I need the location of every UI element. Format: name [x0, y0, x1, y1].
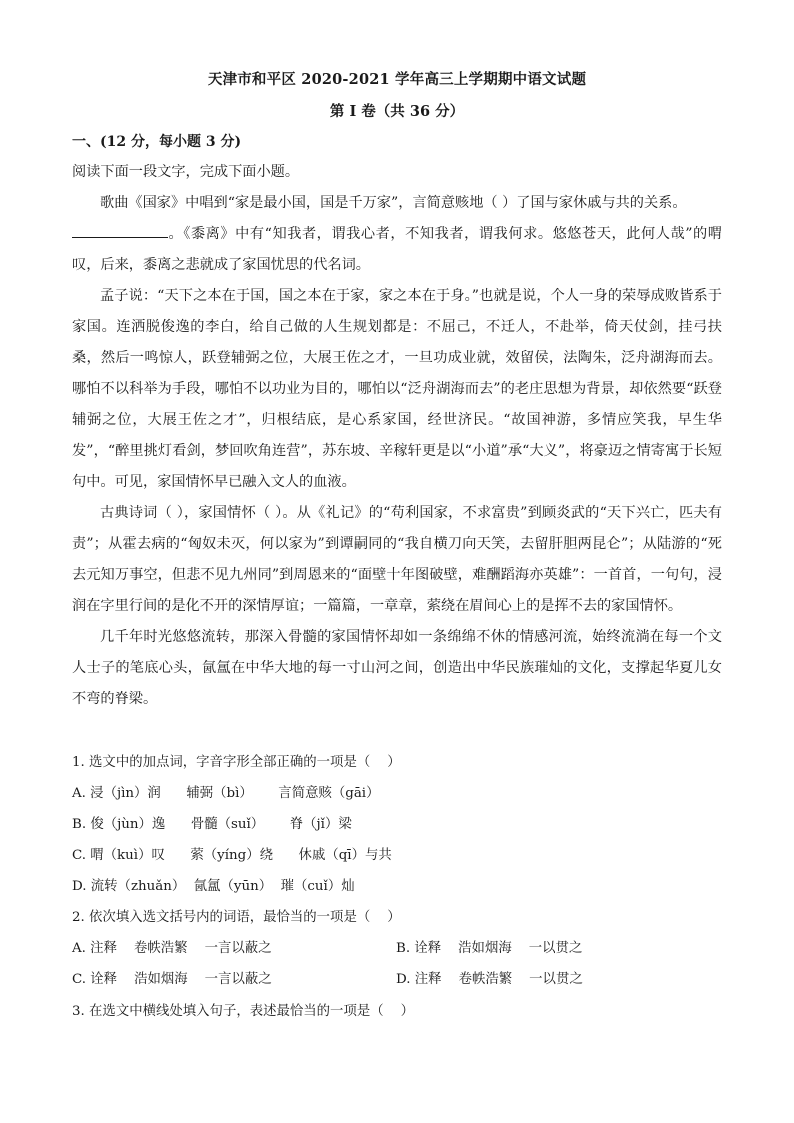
volume-heading: 第 I 卷（共 36 分）: [329, 103, 465, 120]
question-2-option-a: A. 注释 卷帙浩繁 一言以蔽之: [72, 941, 272, 956]
passage-paragraph-3: 孟子说：“天下之本在于国，国之本在于家，家之本在于身。”也就是说，个人一身的荣辱成败皆系于家国。连洒脱俊逸的李白，给自己做的人生规划都是：不屈己，不迁人，不赴举，倚天仗剑，挂弓扶桑，然后一鸣惊人，跃登辅弼之位，大展王佐之才，一旦功成业就，效留侯，法陶朱，泛舟湖海而去。哪怕不以科举为手段，哪怕不以功业为目的，哪怕以“泛舟湖海而去”的老庄思想为背景，却依然要“跃登辅弼之位，大展王佐之才”，归根结底，是心系家国，经世济民。“故国神游，多情应笑我，早生华发”，“醉里挑灯看剑，梦回吹角连营”，苏东坡、辛稼轩更是以“小道”承“大义”，将豪迈之情寄寓于长短句中。可见，家国情怀早已融入文人的血液。: [72, 288, 722, 490]
question-2-option-d: D. 注释 卷帙浩繁 一以贯之: [396, 972, 583, 987]
question-3-stem: 3. 在选文中横线处填入句子，表述最恰当的一项是（ ）: [72, 1004, 415, 1019]
passage-paragraph-2-text: 。《黍离》中有“知我者，谓我心者，不知我者，谓我何求。悠悠苍天，此何人哉”的喟叹，后来，黍离之悲就成了家国忧思的代名词。: [72, 226, 722, 273]
passage-paragraph-5: 几千年时光悠悠流转，那深入骨髓的家国情怀却如一条绵绵不休的情感河流，始终流淌在每一个文人士子的笔底心头，氤氲在中华大地的每一寸山河之间，创造出中华民族璀灿的文化，支撑起华夏儿女不弯的脊梁。: [72, 629, 722, 707]
passage-intro: 阅读下面一段文字，完成下面小题。: [72, 164, 300, 180]
passage-paragraph-2: [72, 219, 722, 281]
question-2-stem: 2. 依次填入选文括号内的词语，最恰当的一项是（ ）: [72, 910, 401, 925]
question-1-option-c: C. 喟（kuì）叹 萦（yíng）绕 休戚（qī）与共: [72, 848, 392, 863]
passage-paragraph-4: 古典诗词（ ），家国情怀（ ）。从《礼记》的“苟利国家，不求富贵”到顾炎武的“天下兴亡，匹夫有责”；从霍去病的“匈奴未灭，何以家为”到谭嗣同的“我自横刀向天笑，去留肝胆两昆仑”；从陆游的“死去元知万事空，但悲不见九州同”到周恩来的“面壁十年图破壁，难酬蹈海亦英雄”：一首首，一句句，浸润在字里行间的是化不开的深情厚谊；一篇篇，一章章，萦绕在眉间心上的是挥不去的家国情怀。: [72, 505, 722, 614]
fill-in-blank-line: [72, 222, 168, 238]
section-heading: 一、(12 分，每小题 3 分): [72, 134, 242, 150]
question-1-option-a: A. 浸（jìn）润 辅弼（bì） 言简意赅（gāi）: [72, 786, 380, 801]
question-1-stem: 1. 选文中的加点词，字音字形全部正确的一项是（ ）: [72, 755, 401, 770]
question-1-option-b: B. 俊（jùn）逸 骨髓（suǐ） 脊（jǐ）梁: [72, 817, 352, 832]
question-2-option-c: C. 诠释 浩如烟海 一言以蔽之: [72, 972, 272, 987]
exam-title: 天津市和平区 2020-2021 学年高三上学期期中语文试题: [207, 71, 587, 88]
question-2-option-b: B. 诠释 浩如烟海 一以贯之: [396, 941, 583, 956]
passage-paragraph-1: 歌曲《国家》中唱到“家是最小国，国是千万家”，言简意赅地（ ）了国与家休戚与共的关系。: [100, 195, 687, 211]
question-1-option-d: D. 流转（zhuǎn） 氤氲（yūn） 璀（cuǐ）灿: [72, 879, 355, 894]
reading-passage: [72, 157, 722, 715]
